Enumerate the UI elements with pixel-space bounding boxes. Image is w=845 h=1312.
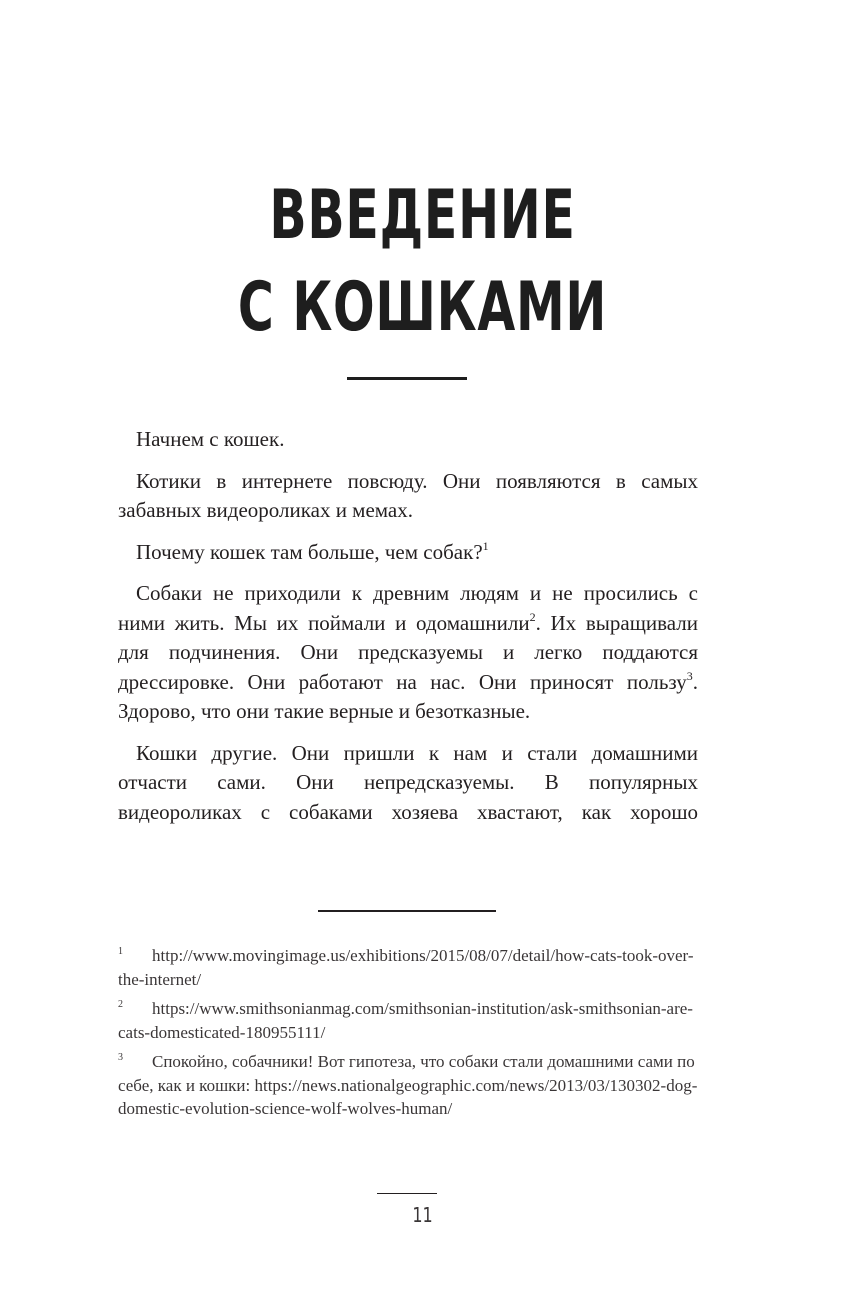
footnote-text: Спокойно, собачники! Вот гипотеза, что собаки стали домашними сами по себе, как и кошки: https://news.nationalgeographic.com/news/2013/03/130302-dog-domestic-evolution-science-wolf-wolves-human/ [118, 1052, 698, 1118]
footnote-ref-3[interactable]: 3 [686, 668, 693, 683]
chapter-title-line-2: С КОШКАМИ [237, 268, 608, 347]
footnotes [118, 944, 698, 1127]
footnote-text: https://www.smithsonianmag.com/smithsonian-institution/ask-smithsonian-are-cats-domesticated-180955111/ [118, 999, 693, 1042]
paragraph-text: . Их выращивали для подчинения. Они предсказуемы и легко поддаются дрессировке. Они работают на нас. Они приносят пользу [118, 610, 698, 694]
paragraph-text: Собаки не приходили к древним людям и не просились с ними жить. Мы их поймали и одомашнили [118, 581, 698, 635]
footnote: 3 Спокойно, собачники! Вот гипотеза, что собаки стали домашними сами по себе, как и кошки: https://news.nationalgeographic.com/news/2013/03/130302-dog-domestic-evolution-science-wolf-wolves-human/ [118, 1052, 698, 1118]
body-text [118, 425, 698, 839]
page-number: 11 [412, 1203, 433, 1227]
footnote-text: http://www.movingimage.us/exhibitions/2015/08/07/detail/how-cats-took-over-the-internet/ [118, 946, 694, 989]
paragraph [118, 579, 698, 727]
title-divider [347, 377, 467, 380]
footnote: 1 http://www.movingimage.us/exhibitions/2015/08/07/detail/how-cats-took-over-the-internet/ [118, 946, 694, 989]
paragraph: Котики в интернете повсюду. Они появляются в самых забавных видеороликах и мемах. [118, 468, 698, 522]
footnote-ref-2[interactable]: 2 [529, 609, 536, 624]
page-number-divider [377, 1193, 437, 1194]
paragraph-text: Почему кошек там больше, чем собак? [136, 539, 483, 564]
footnote: 2 https://www.smithsonianmag.com/smithsonian-institution/ask-smithsonian-are-cats-domesticated-180955111/ [118, 999, 693, 1042]
paragraph: Начнем с кошек. [136, 427, 285, 451]
footnote-ref-1[interactable]: 1 [482, 538, 489, 553]
paragraph-text: . Здорово, что они такие верные и безотказные. [118, 669, 698, 723]
paragraph [118, 538, 698, 568]
paragraph: Кошки другие. Они пришли к нам и стали домашними отчасти сами. Они непредсказуемы. В популярных видеороликах с собаками хозяева хвастают, как хорошо [118, 740, 698, 824]
footnote-divider [318, 910, 496, 912]
chapter-title-line-1: ВВЕДЕНИЕ [269, 176, 576, 255]
